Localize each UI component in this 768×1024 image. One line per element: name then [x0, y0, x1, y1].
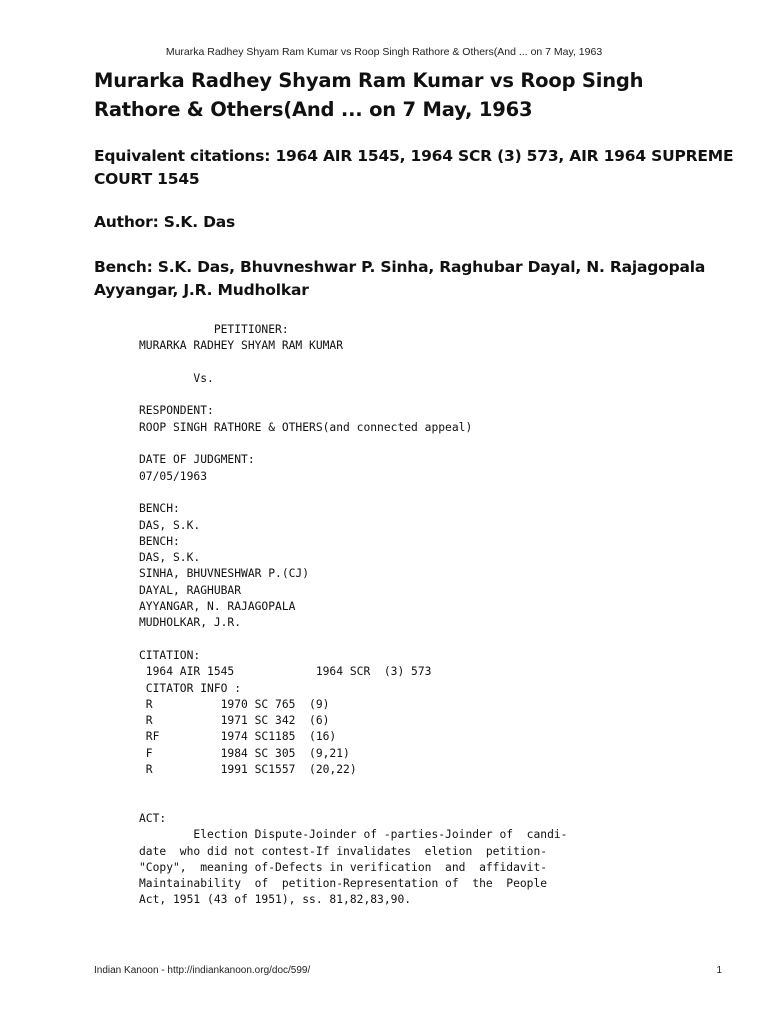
author-line: Author: S.K. Das: [94, 213, 236, 231]
running-header: Murarka Radhey Shyam Ram Kumar vs Roop Singh Rathore & Others(And ... on 7 May, 1963: [165, 46, 603, 58]
footer-source: Indian Kanoon - http://indiankanoon.org/doc/599/: [94, 965, 311, 976]
page-number: 1: [716, 965, 722, 976]
equivalent-citations: Equivalent citations: 1964 AIR 1545, 1964 SCR (3) 573, AIR 1964 SUPREME COURT 1545: [94, 147, 734, 188]
judgment-body-text: PETITIONER: MURARKA RADHEY SHYAM RAM KUMAR Vs. RESPONDENT: ROOP SINGH RATHORE & OTHERS(and connected appeal) DATE OF JUDGMENT: 07/05/1963 BENCH: DAS, S.K. BENCH: DAS, S.K. SINHA, BHUVNESHWAR P.(CJ) DAYAL, RAGHUBAR AYYANGAR, N. RAJAGOPALA MUDHOLKAR, J.R. CITATION: 1964 AIR 1545 1964 SCR (3) 573 CITATOR INFO : R 1970 SC 765 (9) R 1971 SC 342 (6) RF 1974 SC1185 (16) F 1984 SC 305 (9,21) R 1991 SC1557 (20,22) ACT: Election Dispute-Joinder of -parties-Joinder of candi- date who did not contest-If invalidates eletion petition- "Copy", meaning of-Defects in verification and affidavit- Maintainability of petition-Representation of the People Act, 1951 (43 of 1951), ss. 81,82,83,90.: [139, 323, 568, 907]
bench-line: Bench: S.K. Das, Bhuvneshwar P. Sinha, Raghubar Dayal, N. Rajagopala Ayyangar, J.R. Mudholkar: [94, 258, 706, 299]
document-title: Murarka Radhey Shyam Ram Kumar vs Roop Singh Rathore & Others(And ... on 7 May, 1963: [94, 69, 644, 121]
